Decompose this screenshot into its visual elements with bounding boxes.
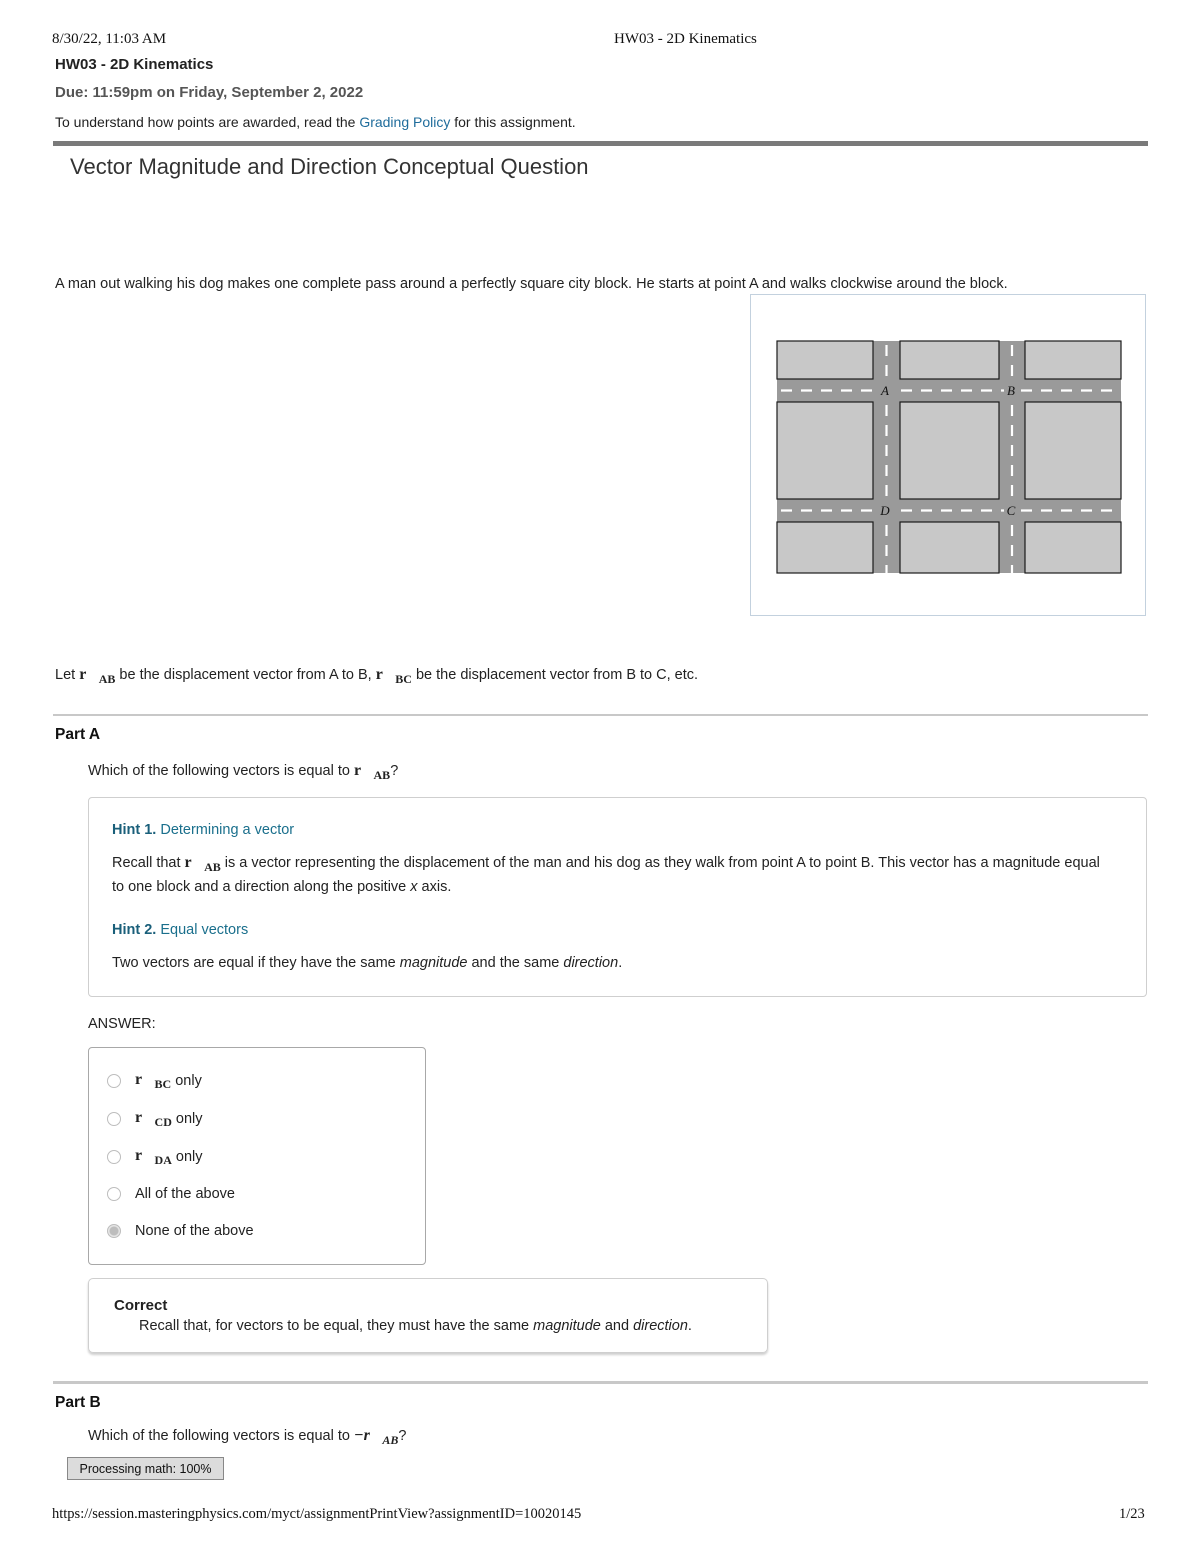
hint-1-text-pre: Recall that bbox=[112, 855, 185, 871]
point-label-c: C bbox=[1006, 503, 1016, 518]
hint-1-text-post: axis. bbox=[417, 879, 452, 895]
vector-arrow-r: r⃗ bbox=[135, 1146, 155, 1164]
vector-subscript: BC bbox=[154, 1076, 172, 1091]
part-a-question-text: Which of the following vectors is equal to bbox=[88, 763, 354, 779]
block-bottom-left bbox=[777, 522, 873, 573]
hint-1-x-variable: x bbox=[410, 879, 418, 895]
vector-subscript: AB bbox=[204, 860, 221, 874]
hint-1-body bbox=[112, 853, 1112, 897]
radio-button[interactable] bbox=[107, 1074, 121, 1088]
vector-arrow-r: r⃗ bbox=[184, 854, 205, 871]
vector-definition-line bbox=[55, 666, 698, 687]
answer-label: ANSWER: bbox=[88, 1016, 156, 1032]
assignment-title: HW03 - 2D Kinematics bbox=[55, 56, 214, 73]
grading-policy-link[interactable]: Grading Policy bbox=[359, 114, 451, 130]
vector-r-ab bbox=[79, 666, 116, 686]
part-b-label: Part B bbox=[55, 1394, 101, 1411]
vector-arrow-r: r⃗ bbox=[79, 666, 99, 683]
radio-button[interactable] bbox=[107, 1150, 121, 1164]
feedback-title: Correct bbox=[114, 1297, 168, 1314]
part-a-question-mark: ? bbox=[390, 763, 399, 779]
part-a-label: Part A bbox=[55, 726, 101, 743]
hint-1-number: Hint 1. bbox=[112, 822, 157, 838]
question-prompt: A man out walking his dog makes one complete pass around a perfectly square city block. He starts at point A and walks clockwise around the block. bbox=[55, 276, 1008, 292]
block-top-right bbox=[1025, 341, 1121, 379]
part-a-divider bbox=[53, 714, 1148, 716]
hint-2-number: Hint 2. bbox=[112, 922, 157, 938]
vector-r-bc bbox=[375, 666, 412, 686]
radio-button-selected[interactable] bbox=[107, 1224, 121, 1238]
vector-arrow-r: r⃗ bbox=[135, 1070, 155, 1088]
vector-subscript: AB bbox=[98, 672, 116, 686]
hint-2-text-mid: and the same bbox=[467, 955, 564, 971]
option-label: only bbox=[171, 1149, 203, 1165]
hint-1-heading[interactable] bbox=[112, 822, 294, 838]
feedback-text bbox=[139, 1316, 692, 1336]
hint-1-text-mid: is a vector representing the displacement of the man and his dog as they walk from point A to point B. This vector has a magnitude equal to one block and a direction along the positive bbox=[112, 855, 1100, 895]
feedback-text-post: . bbox=[687, 1318, 692, 1334]
hint-2-heading[interactable] bbox=[112, 922, 248, 938]
let-text-pre: Let bbox=[55, 667, 80, 683]
option-all-of-the-above[interactable] bbox=[107, 1182, 235, 1206]
vector-negative-r-ab bbox=[353, 1427, 399, 1447]
part-b-divider bbox=[53, 1381, 1148, 1384]
processing-math-indicator: Processing math: 100% bbox=[67, 1457, 224, 1480]
due-date: Due: 11:59pm on Friday, September 2, 2022 bbox=[55, 84, 364, 101]
vector-r-bc bbox=[135, 1071, 171, 1092]
block-top-left bbox=[777, 341, 873, 379]
vector-subscript: CD bbox=[154, 1114, 172, 1129]
header-divider bbox=[53, 141, 1148, 146]
vector-arrow-r: r⃗ bbox=[135, 1108, 155, 1126]
point-label-b: B bbox=[1007, 383, 1015, 398]
hints-panel bbox=[88, 797, 1147, 997]
hint-2-text-post: . bbox=[618, 955, 623, 971]
option-none-of-the-above[interactable] bbox=[107, 1219, 254, 1243]
let-text-post: be the displacement vector from B to C, etc. bbox=[411, 667, 699, 683]
let-text-mid: be the displacement vector from A to B, bbox=[115, 667, 376, 683]
option-label: only bbox=[171, 1111, 203, 1127]
vector-subscript: AB bbox=[382, 1433, 399, 1447]
option-r-da-only[interactable] bbox=[107, 1145, 203, 1169]
vector-r-ab bbox=[353, 762, 391, 782]
vector-arrow-r: r⃗ bbox=[363, 1427, 383, 1444]
block-bottom-middle bbox=[900, 522, 999, 573]
option-r-bc-only[interactable] bbox=[107, 1069, 202, 1093]
figure-frame bbox=[750, 294, 1146, 616]
vector-subscript: AB bbox=[373, 768, 391, 782]
vector-arrow-r: r⃗ bbox=[375, 666, 396, 683]
block-bottom-right bbox=[1025, 522, 1121, 573]
block-mid-left bbox=[777, 402, 873, 499]
minus-sign: − bbox=[353, 1427, 364, 1444]
hint-1-title[interactable]: Determining a vector bbox=[160, 822, 295, 838]
vector-subscript: DA bbox=[154, 1152, 172, 1167]
feedback-direction: direction bbox=[633, 1318, 688, 1334]
part-b-question bbox=[88, 1427, 406, 1448]
grading-policy-line bbox=[55, 114, 576, 130]
option-label: None of the above bbox=[135, 1223, 254, 1239]
hint-2-direction: direction bbox=[563, 955, 619, 971]
vector-r-da bbox=[135, 1147, 172, 1168]
part-b-question-mark: ? bbox=[398, 1428, 407, 1444]
policy-text-pre: To understand how points are awarded, read the bbox=[55, 114, 360, 130]
point-label-a: A bbox=[881, 383, 889, 398]
block-top-middle bbox=[900, 341, 999, 379]
feedback-magnitude: magnitude bbox=[533, 1318, 601, 1334]
print-datetime: 8/30/22, 11:03 AM bbox=[52, 31, 167, 47]
hint-2-magnitude: magnitude bbox=[399, 955, 468, 971]
radio-button[interactable] bbox=[107, 1112, 121, 1126]
option-label: All of the above bbox=[135, 1186, 235, 1202]
vector-r-ab bbox=[184, 854, 221, 874]
vector-r-cd bbox=[135, 1109, 172, 1130]
option-r-cd-only[interactable] bbox=[107, 1107, 203, 1131]
vector-subscript: BC bbox=[395, 672, 412, 686]
block-center bbox=[900, 402, 999, 499]
hint-2-title[interactable]: Equal vectors bbox=[160, 922, 249, 938]
feedback-text-mid: and bbox=[600, 1318, 634, 1334]
part-b-question-text: Which of the following vectors is equal to bbox=[88, 1428, 354, 1444]
part-a-question bbox=[88, 762, 398, 783]
policy-text-post: for this assignment. bbox=[450, 114, 576, 130]
hint-2-body bbox=[112, 953, 622, 973]
vector-arrow-r: r⃗ bbox=[353, 762, 374, 779]
print-doc-title: HW03 - 2D Kinematics bbox=[614, 31, 757, 47]
footer-url: https://session.masteringphysics.com/myct/assignmentPrintView?assignmentID=10020145 bbox=[52, 1506, 582, 1522]
page-number: 1/23 bbox=[1119, 1506, 1145, 1522]
answer-choices bbox=[88, 1047, 426, 1265]
city-block-diagram bbox=[751, 295, 1147, 617]
point-label-d: D bbox=[880, 503, 890, 518]
feedback-correct bbox=[88, 1278, 768, 1353]
option-label: only bbox=[171, 1073, 202, 1089]
hint-2-text-pre: Two vectors are equal if they have the same bbox=[112, 955, 400, 971]
block-mid-right bbox=[1025, 402, 1121, 499]
feedback-text-pre: Recall that, for vectors to be equal, they must have the same bbox=[139, 1318, 534, 1334]
radio-button[interactable] bbox=[107, 1187, 121, 1201]
question-title: Vector Magnitude and Direction Conceptual Question bbox=[70, 154, 589, 179]
